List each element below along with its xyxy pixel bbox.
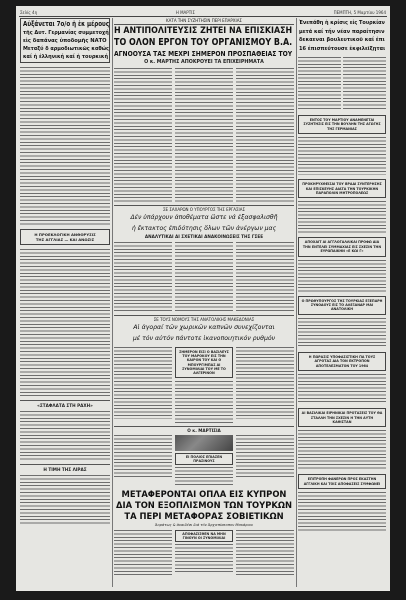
left-section-headline: «ΣΤΑΦΛΑΤΑ ΣΤΗ ΡΑΧΗ» — [37, 403, 93, 408]
article-body — [114, 435, 172, 479]
article-body — [298, 137, 386, 175]
story-columns — [114, 435, 294, 485]
column-divider — [112, 18, 113, 587]
section-rule — [114, 205, 294, 206]
article-body — [236, 347, 294, 419]
right-box-headline: ΑΙ ΒΑΣΙΛΙΚΑΙ ΕΙΡΗΝΙΚΑΙ ΠΡΟΤΑΣΕΙΣ ΤΟΥ ΘΑ ΣΤΑΛΛΗ ΤΗΝ ΣΧΕΣΙΝ Η ΤΗΝ ΑΥΤΗ ΚΑΘΙΣΤΑΝ — [298, 408, 386, 427]
right-box-headline: ΕΝΤΟΣ ΤΟΥ ΜΑΡΤΙΟΥ ΑΝΑΜΕΝΕΤΑΙ ΣΥΖΗΤΗΣΙΣ ΕΙΣ ΤΗΝ ΒΟΥΛΗΝ ΤΗΣ ΑΓΩΓΗΣ ΤΗΣ ΓΕΡΜΑΝΙΑΣ — [298, 115, 386, 134]
article-body — [236, 68, 294, 202]
article-body — [114, 68, 172, 202]
bottom-headline: ΤΑ ΠΕΡΙ ΜΕΤΑΦΟΡΑΣ ΣΟΒΙΕΤΙΚΩΝ — [124, 511, 284, 522]
section-rule — [20, 464, 110, 465]
left-section-headline: Η ΤΙΜΗ ΤΗΣ ΛΙΡΑΣ — [43, 467, 87, 472]
article-body — [20, 249, 110, 397]
article-body — [114, 530, 172, 576]
story-headline: Αἱ ἀγοραί τῶν χωρικῶν καπνῶν συνεχίζονται — [133, 324, 275, 331]
story-kicker: ΣΕ ΣΑΧΑΡΩΝ Ο ΥΠΟΥΡΓΟΣ ΤΗΣ ΕΡΓΑΣΙΑΣ — [163, 207, 245, 212]
header-rule — [19, 16, 387, 17]
article-body — [114, 347, 172, 419]
story-headline: Ο κ. ΜΑΡΤΙΣΙΑ — [187, 428, 221, 434]
story-headline: ἡ ἔκτακτος ἐπιδότησις ὅλων τῶν ἀνέργων μας — [131, 225, 277, 232]
story-kicker: ΣΕ ΤΟΥΣ ΝΟΜΟΥΣ ΤΗΣ ΑΝΑΤΟΛΙΚΗΣ ΜΑΚΕΔΟΝΙΑΣ — [153, 317, 255, 322]
story-columns — [114, 347, 294, 423]
article-body — [298, 492, 386, 532]
masthead-small: Η ΜΑΡΤΙΣ — [175, 9, 195, 15]
right-box-headline: ΑΠΟΧΑΙΤ ΑΙ ΑΓΓΛΟΓΑΛΛΙΚΑΙ ΠΡΟΦΩ ΔΙΑ ΤΗΝ ΕΝΤΕΛΕΙ ΣΥΜΜΑΧΙΑΣ ΕΙΣ ΣΧΕΣΙΝ ΤΗΝ ΕΥΡΩΠΑΙΚΗΝ «Ε ΚΩΙ Γ» — [298, 237, 386, 256]
right-column — [298, 18, 386, 587]
inset-box: ΑΠΟΦΑΣΙΣΘΕΝ ΝΑ ΜΗΝ ΓΙΝΟΥΝ ΟΙ ΣΥΝΟΜΙΛΙΑΙ — [175, 530, 233, 542]
inset-box: ΕΙ ΠΟΛΙΟΣ ΕΠΙΑΣΕΝ ΠΡΑΣΙΝΟΥΣ — [175, 453, 233, 465]
article-body — [236, 530, 294, 576]
lead-headline: ΤΟ ΟΛΟΝ ΕΡΓΟΝ ΤΟΥ ΟΡΓΑΝΙΣΜΟΥ Β.Α. — [114, 37, 293, 48]
bottom-headline: ΜΕΤΑΦΕΡΟΝΤΑΙ ΟΠΛΑ ΕΙΣ ΚΥΠΡΟΝ — [121, 489, 287, 500]
article-body — [298, 260, 386, 292]
section-rule — [114, 426, 294, 427]
lead-headline: Η ΑΝΤΙΠΟΛΙΤΕΥΣΙΣ ΖΗΤΕΙ ΝΑ ΕΠΙΣΚΙΑΣΗ — [114, 26, 293, 36]
story-headline: μέ τόν αὐτόν πάντοτε ἱκανοποιητικόν ρυθμόν — [132, 335, 276, 342]
article-body — [20, 67, 110, 225]
article-body — [236, 242, 294, 312]
lead-article-columns — [114, 68, 294, 202]
article-body — [175, 544, 233, 574]
story-subheadline: ΑΝΑΛΥΤΙΚΑΙ ΑΙ ΣΧΕΤΙΚΑΙ ΑΝΑΚΟΙΝΩΣΕΙΣ ΤΗΣ ΓΣΕΕ — [144, 234, 264, 239]
article-body — [20, 411, 110, 461]
story-columns — [114, 530, 294, 576]
left-column — [20, 18, 110, 587]
news-photo — [175, 435, 233, 451]
right-box-headline: Ο ΠΡΩΘΥΠΟΥΡΓΟΣ ΤΗΣ ΤΟΥΡΚΙΑΣ ΕΞΕΠΑΡΗ ΣΥΝΟΔΟΥΣ ΕΙΣ ΤΟ ΑΛΕΞΑΝΔΡ ΜΑΙ ΑΝΑΤΟΛΙΚΗ — [298, 296, 386, 315]
column-divider — [296, 18, 297, 587]
article-body — [114, 242, 172, 312]
article-body — [298, 374, 386, 404]
issue-date: ΠΕΜΠΤΗ, 5 Μαρτίου 1964 — [333, 9, 386, 15]
section-rule — [114, 315, 294, 316]
left-lead-headline: Αὐξάνεται 7ο/ο ἡ ἐκ μέρους τῆς Δυτ. Γερμανίας συμμετοχή εἰς δαπάνας ὑποδομῆς ΝΑΤΟ Μεταξύ δ αρμοδιωτικῶς καθώς καί ἡ ἑλληνική καί ἡ τουρκική — [20, 18, 110, 63]
lead-kicker: ΚΑΤΑ ΤΗΝ ΣΥΖΗΤΗΣΙΝ ΠΕΡΙ ΕΠΑΡΧΙΑΣ — [166, 18, 242, 23]
left-box-headline: Η ΠΡΟΕΚΛΟΓΙΚΗ ΑΝΘΟΡΥΣΙΣ ΤΗΣ ΑΓΓΛΙΑΣ — ΚΑΙ ΑΝΩΣΙΣ — [20, 229, 110, 245]
newspaper-page — [16, 6, 390, 591]
article-body — [298, 57, 341, 111]
article-body — [20, 475, 110, 525]
article-body — [175, 467, 233, 485]
article-body — [175, 381, 233, 423]
section-rule — [20, 400, 110, 401]
bottom-headline: ΔΙΑ ΤΟΝ ΕΞΟΠΛΙΣΜΟΝ ΤΩΝ ΤΟΥΡΚΩΝ — [115, 500, 292, 511]
right-lead-headline: Ἐνεπάθη ἡ κρίσις εἰς Τουρκίαν μετά καί τήν νέαν παραίτησιν δεκαεναι βουλευτικοῦ καί ἐπι 16 ἐπισπεύτουσε ἐκφιλεῖξῃται — [299, 20, 386, 52]
article-body — [343, 57, 386, 111]
right-box-headline: ΕΠΙΤΡΟΠΗ ΦΑΝΕΡΩΝ ΠΡΟΣ ΕΚΑΣΤΗΝ ΑΓΓΛΙΚΗ ΚΑΙ ΤΟΙΣ ΑΠΟΦΑΣΕΙΣ ΣΥΜΦΩΝΕΙ — [298, 474, 386, 489]
story-columns — [114, 242, 294, 312]
page-number: Σελίς 4η — [20, 9, 38, 15]
bottom-subheadline: Ἀοράτως & ἀναιδέσι διά τόν Ἀρχιεπίσκοπον Μακάριον — [154, 523, 254, 528]
article-body — [175, 242, 233, 312]
article-body — [175, 68, 233, 202]
article-body — [298, 201, 386, 233]
lead-subheadline: Ο κ. ΜΑΡΤΗΣ ΑΠΟΚΡΟΥΕΙ ΤΑ ΕΠΙΧΕΙΡΗΜΑΤΑ — [144, 60, 264, 65]
lead-headline: ΑΓΝΟΟΥΣΑ ΤΑΣ ΜΕΧΡΙ ΣΗΜΕΡΟΝ ΠΡΟΣΠΑΘΕΙΑΣ ΤΟΥ — [114, 49, 293, 58]
article-body — [236, 435, 294, 479]
story-headline: Δέν ὑπάρχουν ἀποθέματα ὥστε νά ἐξασφαλισθῆ — [130, 214, 278, 221]
right-box-headline: ΠΡΟΚΗΡΥΧΘΕΙΣΑΙ ΤΟΥ ΒΡΑΔΙ ΣΥΝΤΕΡΗΣΗΣ ΚΑΙ ΕΠΙΣΚΕΥΗΣ ΔΙΑΤΑ ΤΗΝ ΤΟΥΡΚΙΚΗΝ ΠΑΡΑΠΟΛΙΝ ΜΗΤΡΟΠΟΛΕΩΣ — [298, 179, 386, 198]
article-body — [298, 430, 386, 470]
inset-box: ΣΗΜΕΡΟΝ ΕΙΣΙ Ο ΒΑΣΙΛΕΥΣ ΤΟΥ ΜΑΡΟΚΟΥ ΕΙΣ ΤΗΝ ΚΑΙΡΟΝ ΤΟΥ ΚΑΙ Ο ΜΠΟΥΡΓΙΜΠΑΣ ΑΙ ΣΥΝΟΜΙΛΙΑΙ ΤΟΥ ΜΕ ΤΟ ΑΛΓΕΡΙΝΟΝ — [175, 347, 233, 378]
section-rule — [114, 24, 294, 25]
page-header — [20, 8, 386, 16]
article-body — [298, 318, 386, 348]
right-box-headline: Η ΠΩΡΑΣΙΣ ΥΠΟΦΑΣΙΣΤΙΚΗ ΠΑ ΤΟΥΣ ΑΓΡΟΤΑΣ ΔΙΑ ΤΟΝ ΕΚΤΡΟΠΟΝ ΑΠΟΤΕΛΕΣΜΑΤΟΝ ΤΟΥ 1964 — [298, 352, 386, 371]
center-column — [114, 18, 294, 587]
